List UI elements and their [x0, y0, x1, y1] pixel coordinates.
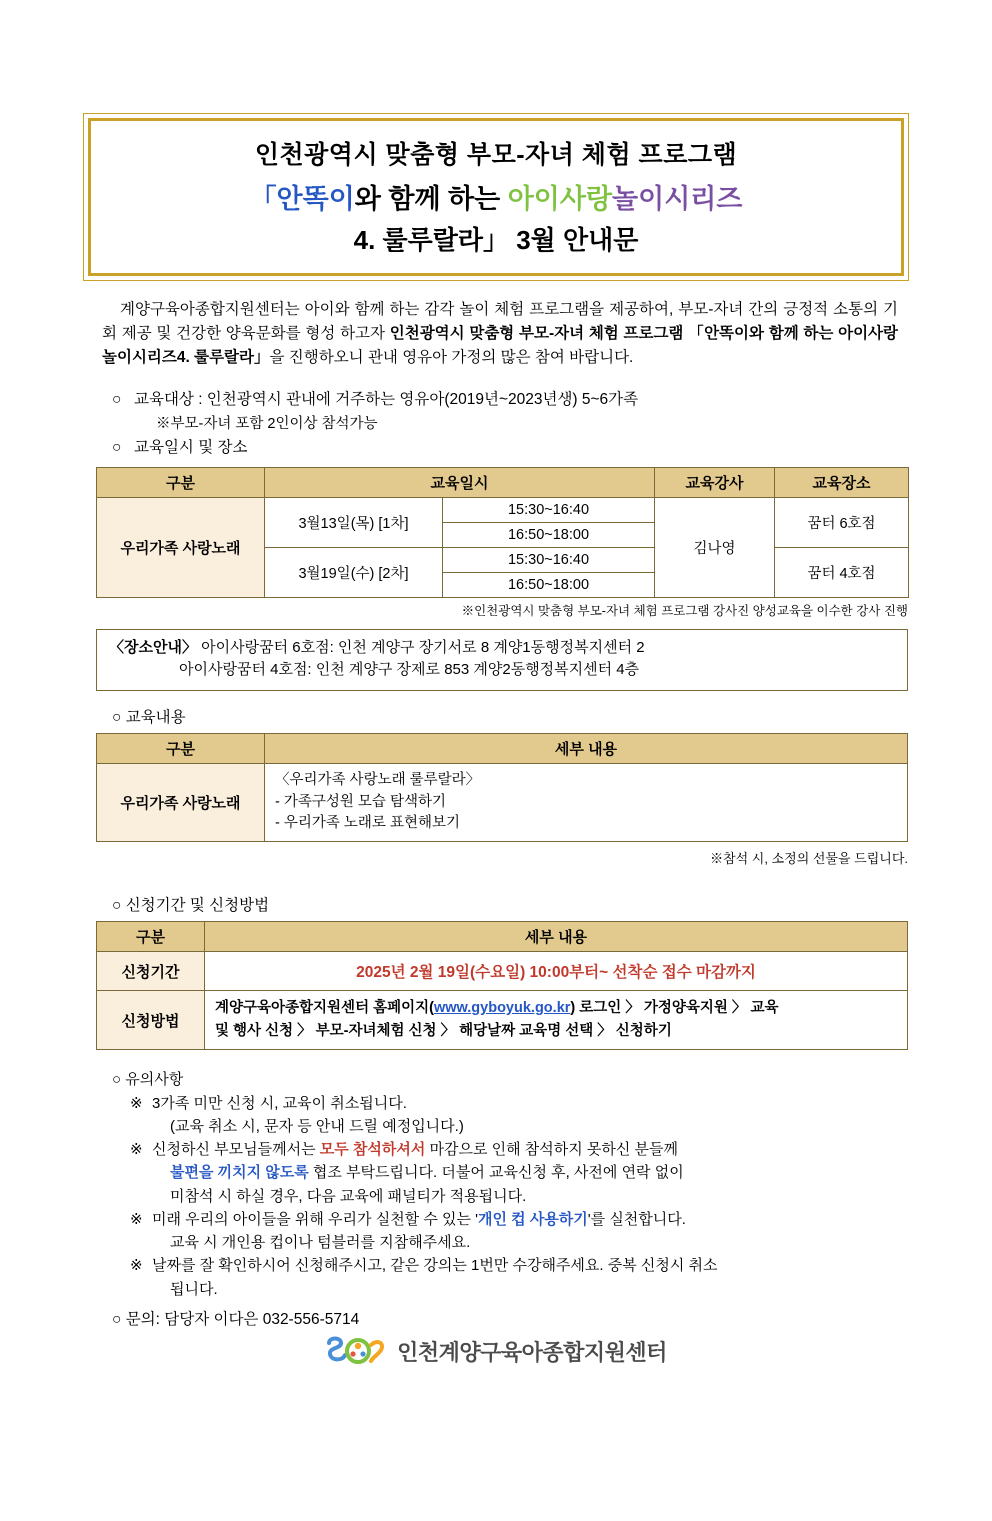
- notice-text-highlight-blue: 개인 컵 사용하기: [478, 1210, 588, 1228]
- schedule-place-2: 꿈터 4호점: [775, 547, 909, 597]
- apply-header-division: 구분: [97, 922, 205, 952]
- contact-text: 문의: 담당자 이다은 032-556-5714: [125, 1310, 360, 1328]
- schedule-header-division: 구분: [97, 467, 265, 497]
- schedule-footnote: ※인천광역시 맞춤형 부모-자녀 체험 프로그램 강사진 양성교육을 이수한 강사 진행: [461, 603, 908, 618]
- notice-text: [152, 1138, 678, 1161]
- notice-text-highlight-red: 모두 참석하셔서: [319, 1141, 426, 1159]
- bullet-section-target: [88, 388, 904, 461]
- notice-text: 3가족 미만 신청 시, 교육이 취소됩니다.: [152, 1094, 407, 1112]
- footer-logo: [88, 1335, 904, 1369]
- table-row: [97, 952, 908, 991]
- apply-website-link[interactable]: www.gyboyuk.go.kr: [433, 1000, 571, 1017]
- notice-item: [112, 1092, 904, 1115]
- notice-marker-icon: ※: [130, 1141, 143, 1159]
- content-detail-item-2: - 우리가족 노래로 표현해보기: [275, 815, 460, 832]
- bullet-marker-icon: ○: [112, 391, 122, 409]
- content-header-detail: 세부 내용: [265, 733, 908, 763]
- notice-subtext: [112, 1161, 904, 1184]
- schedule-date-2: 3월19일(수) [2차]: [265, 547, 443, 597]
- notice-text: [152, 1208, 686, 1231]
- schedule-header-place: 교육장소: [775, 467, 909, 497]
- notice-item: [112, 1254, 904, 1277]
- notice-item: [112, 1138, 904, 1161]
- title-box: [88, 118, 904, 276]
- notice-marker-icon: ※: [130, 1257, 143, 1275]
- notice-text-a: 미래 우리의 아이들을 위해 우리가 실천할 수 있는 ': [152, 1210, 479, 1228]
- place-info-line-1: [109, 637, 897, 660]
- center-logo-icon: [325, 1335, 387, 1369]
- contact-line: [88, 1307, 904, 1329]
- apply-method-text-a: 계양구육아종합지원센터 홈페이지(: [215, 1000, 434, 1017]
- notice-marker-icon: ※: [130, 1210, 143, 1228]
- notice-subtext: 교육 시 개인용 컵이나 텀블러를 지참해주세요.: [170, 1234, 471, 1252]
- table-row: [97, 763, 908, 841]
- notice-text-a: 신청하신 부모님들께서는: [152, 1141, 320, 1159]
- schedule-place-1: 꿈터 6호점: [775, 497, 909, 547]
- title-character-name: 안똑이: [276, 184, 355, 214]
- notice-section: [88, 1068, 904, 1301]
- table-row: [97, 733, 908, 763]
- place-info-box: [96, 629, 908, 691]
- bullet-notice-label: 유의사항: [125, 1071, 184, 1089]
- bullet-target-note: ※부모-자녀 포함 2인이상 참석가능: [156, 415, 378, 432]
- notice-text: 날짜를 잘 확인하시어 신청해주시고, 같은 강의는 1번만 수강해주세요. 중복 신청시 취소: [152, 1257, 718, 1275]
- document-page: [0, 118, 992, 1521]
- bullet-schedule: [112, 436, 904, 461]
- place-info-line-2: 아이사랑꿈터 4호점: 인천 계양구 장제로 853 계양2동행정복지센터 4층: [179, 661, 640, 679]
- content-footnote: ※참석 시, 소정의 선물을 드립니다.: [710, 851, 908, 867]
- notice-subtext-highlight-blue: 불편을 끼치지 않도록: [170, 1164, 309, 1182]
- bullet-content: [88, 705, 904, 727]
- schedule-table: [96, 467, 909, 598]
- schedule-time-1a: 15:30~16:40: [443, 497, 655, 522]
- apply-method-line-1: [215, 997, 897, 1020]
- content-table: [96, 733, 908, 842]
- title-line-2: [101, 177, 891, 216]
- title-series-love: 아이사랑: [507, 184, 613, 214]
- title-series-play: 놀이시리즈: [612, 184, 743, 214]
- bullet-marker-icon: ○: [112, 708, 122, 726]
- notice-subtext-rest: 협조 부탁드립니다. 더불어 교육신청 후, 사전에 연락 없이: [308, 1164, 684, 1182]
- table-row: [97, 467, 909, 497]
- table-row: [97, 497, 909, 522]
- content-row-label: 우리가족 사랑노래: [97, 763, 265, 841]
- bullet-content-label: 교육내용: [125, 708, 186, 726]
- apply-method-text-b: ) 로그인 〉 가정양육지원 〉 교육: [570, 1000, 779, 1017]
- intro-part-2: 을 진행하오니 관내 영유아 가정의 많은 참여 바랍니다.: [269, 349, 634, 367]
- bullet-marker-icon: ○: [112, 439, 122, 457]
- notice-subtext-2: 미참석 시 하실 경우, 다음 교육에 패널티가 적용됩니다.: [170, 1187, 527, 1205]
- bullet-schedule-label: 교육일시 및 장소: [134, 439, 248, 457]
- apply-method-line-2: 및 행사 신청 〉 부모-자녀체험 신청 〉 해당날짜 교육명 선택 〉 신청하기: [215, 1023, 672, 1040]
- schedule-header-datetime: 교육일시: [265, 467, 655, 497]
- title-bracket-open: 「: [249, 184, 277, 214]
- title-line-1: 인천광역시 맞춤형 부모-자녀 체험 프로그램: [254, 141, 738, 169]
- schedule-time-1b: 16:50~18:00: [443, 522, 655, 547]
- notice-text-b: '를 실천합니다.: [587, 1210, 686, 1228]
- notice-subtext: 됩니다.: [170, 1280, 218, 1298]
- bullet-target: [112, 388, 904, 413]
- apply-period-label: 신청기간: [97, 952, 205, 991]
- apply-table: [96, 921, 908, 1050]
- apply-method-label: 신청방법: [97, 991, 205, 1050]
- table-row: [97, 991, 908, 1050]
- notice-subtext: (교육 취소 시, 문자 등 안내 드릴 예정입니다.): [170, 1117, 464, 1135]
- content-header-division: 구분: [97, 733, 265, 763]
- schedule-date-1: 3월13일(목) [1차]: [265, 497, 443, 547]
- notice-text-b: 마감으로 인해 참석하지 못하신 분들께: [425, 1141, 679, 1159]
- title-line-3: 4. 룰루랄라」 3월 안내문: [353, 225, 639, 255]
- bullet-target-label: 교육대상 : 인천광역시 관내에 거주하는 영유아(2019년~2023년생) 5~6가족: [134, 391, 639, 409]
- schedule-instructor: 김나영: [655, 497, 775, 597]
- bullet-apply-label: 신청기간 및 신청방법: [125, 897, 270, 915]
- bullet-marker-icon: ○: [112, 1071, 122, 1089]
- schedule-time-2a: 15:30~16:40: [443, 547, 655, 572]
- bullet-apply: [88, 893, 904, 915]
- apply-method-value: [205, 991, 908, 1050]
- bullet-marker-icon: ○: [112, 1310, 122, 1328]
- title-with-text: 와 함께 하는: [354, 184, 508, 214]
- notice-item: [112, 1208, 904, 1231]
- intro-paragraph: [88, 298, 904, 370]
- schedule-program-label: 우리가족 사랑노래: [97, 497, 265, 597]
- intro-part-1: 계양구육아종합지원센터는 아이와 함께 하는 감각 놀이 체험 프로그램을 제공하여, 부모-자녀 간의 긍정적 소통의 기회 제공 및 건강한 양육문화를 형성 하고자: [102, 301, 898, 343]
- notice-marker-icon: ※: [130, 1094, 143, 1112]
- bullet-notice: [112, 1068, 904, 1091]
- content-detail-item-1: - 가족구성원 모습 탐색하기: [275, 793, 446, 810]
- apply-period-value: 2025년 2월 19일(수요일) 10:00부터~ 선착순 접수 마감까지: [205, 952, 908, 991]
- schedule-time-2b: 16:50~18:00: [443, 572, 655, 597]
- content-detail-title: 〈우리가족 사랑노래 룰루랄라〉: [275, 771, 481, 788]
- bullet-marker-icon: ○: [112, 897, 122, 915]
- schedule-header-instructor: 교육강사: [655, 467, 775, 497]
- content-detail-cell: [265, 763, 908, 841]
- apply-header-detail: 세부 내용: [205, 922, 908, 952]
- place-info-text-1: 아이사랑꿈터 6호점: 인천 계양구 장기서로 8 계양1동행정복지센터 2: [201, 638, 645, 656]
- table-row: [97, 922, 908, 952]
- place-info-label: 〈장소안내〉: [109, 638, 197, 656]
- intro-bold-program-name: 인천광역시 맞춤형 부모-자녀 체험 프로그램 「안똑이와 함께 하는 아이사랑놀이시리즈4. 룰루랄라」: [102, 325, 898, 367]
- footer-logo-text: 인천계양구육아종합지원센터: [397, 1340, 667, 1366]
